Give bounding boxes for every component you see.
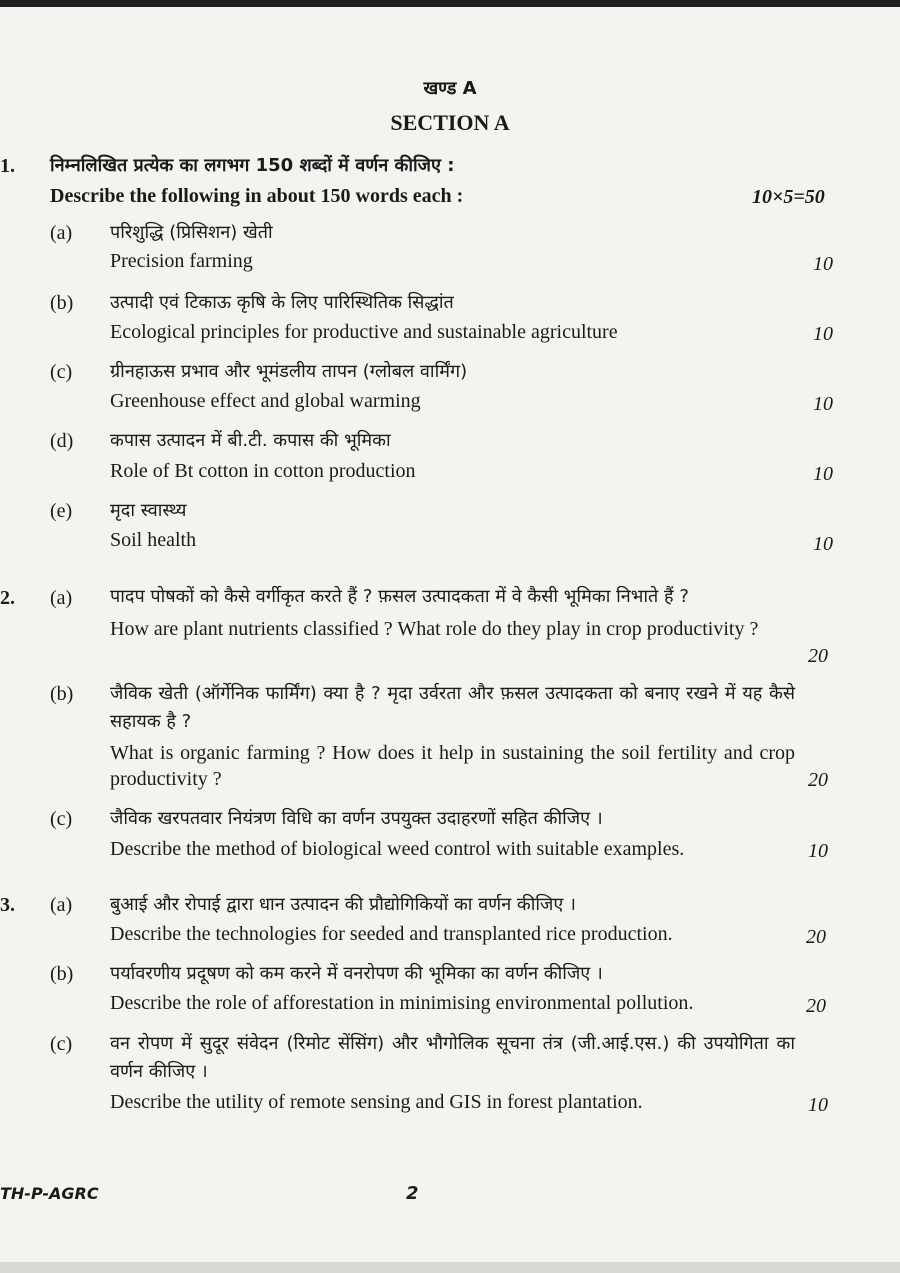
q1b-marks: 10 xyxy=(813,323,833,345)
question-number-3: 3. xyxy=(0,894,15,916)
page-number: 2 xyxy=(406,1183,419,1204)
q2c-english: Describe the method of biological weed control with suitable examples. xyxy=(110,838,685,860)
q3a-label: (a) xyxy=(50,894,73,916)
q1a-label: (a) xyxy=(50,222,73,244)
q1e-label: (e) xyxy=(50,500,73,522)
q2c-label: (c) xyxy=(50,808,73,830)
section-heading: SECTION A xyxy=(390,110,510,135)
q1b-label: (b) xyxy=(50,292,74,314)
q2a-marks: 20 xyxy=(808,645,828,667)
q2a-label: (a) xyxy=(50,587,73,609)
question-number-1: 1. xyxy=(0,155,15,177)
q1d-english: Role of Bt cotton in cotton production xyxy=(110,460,416,482)
q3c-english: Describe the utility of remote sensing and GIS in forest plantation. xyxy=(110,1091,643,1113)
section-heading-hindi: खण्ड A xyxy=(423,78,477,99)
question-number-2: 2. xyxy=(0,587,15,609)
scan-bottom-edge xyxy=(0,1262,900,1273)
q3b-marks: 20 xyxy=(806,995,826,1017)
q3a-marks: 20 xyxy=(806,926,826,948)
q2a-english: How are plant nutrients classified ? What role do they play in crop productivity ? xyxy=(110,618,759,640)
paper-code: TH-P-AGRC xyxy=(0,1184,99,1203)
q3a-english: Describe the technologies for seeded and transplanted rice production. xyxy=(110,923,673,945)
q1c-label: (c) xyxy=(50,361,73,383)
q1e-hindi: मृदा स्वास्थ्य xyxy=(110,500,187,521)
q2c-marks: 10 xyxy=(808,840,828,862)
q1c-english: Greenhouse effect and global warming xyxy=(110,390,421,412)
q2a-hindi: पादप पोषकों को कैसे वर्गीकृत करते हैं ? फ़सल उत्पादकता में वे कैसी भूमिका निभाते हैं ? xyxy=(110,586,689,607)
q1a-english: Precision farming xyxy=(110,250,253,272)
q2b-label: (b) xyxy=(50,683,74,705)
q3b-label: (b) xyxy=(50,963,74,985)
q3b-hindi: पर्यावरणीय प्रदूषण को कम करने में वनरोपण की भूमिका का वर्णन कीजिए । xyxy=(110,963,603,984)
q1d-label: (d) xyxy=(50,430,74,452)
q1b-english: Ecological principles for productive and sustainable agriculture xyxy=(110,321,618,343)
q1e-marks: 10 xyxy=(813,533,833,555)
q3a-hindi: बुआई और रोपाई द्वारा धान उत्पादन की प्रौद्योगिकियों का वर्णन कीजिए । xyxy=(110,894,576,915)
q1c-hindi: ग्रीनहाऊस प्रभाव और भूमंडलीय तापन (ग्लोबल वार्मिंग) xyxy=(110,361,468,382)
q3b-english: Describe the role of afforestation in minimising environmental pollution. xyxy=(110,992,694,1014)
q2b-hindi: जैविक खेती (ऑर्गेनिक फार्मिंग) क्या है ? मृदा उर्वरता और फ़सल उत्पादकता को बनाए रखने में यह कैसे सहायक है ? xyxy=(110,683,795,732)
q3c-label: (c) xyxy=(50,1033,73,1055)
q2b-english: What is organic farming ? How does it help in sustaining the soil fertility and crop productivity ? xyxy=(110,742,795,790)
q1-instruction: Describe the following in about 150 words each : xyxy=(50,185,464,207)
q1c-marks: 10 xyxy=(813,393,833,415)
q1d-marks: 10 xyxy=(813,463,833,485)
q3c-hindi: वन रोपण में सुदूर संवेदन (रिमोट सेंसिंग) और भौगोलिक सूचना तंत्र (जी.आई.एस.) की उपयोगिता का वर्णन कीजिए । xyxy=(110,1033,795,1082)
q1a-marks: 10 xyxy=(813,253,833,275)
q1-instruction-hindi: निम्नलिखित प्रत्येक का लगभग 150 शब्दों में वर्णन कीजिए : xyxy=(50,155,455,176)
q2b-marks: 20 xyxy=(808,769,828,791)
q3c-marks: 10 xyxy=(808,1094,828,1116)
scan-top-edge xyxy=(0,0,900,7)
q2c-hindi: जैविक खरपतवार नियंत्रण विधि का वर्णन उपयुक्त उदाहरणों सहित कीजिए । xyxy=(110,808,603,829)
q1a-hindi: परिशुद्धि (प्रिसिशन) खेती xyxy=(110,222,273,243)
q1b-hindi: उत्पादी एवं टिकाऊ कृषि के लिए पारिस्थितिक सिद्धांत xyxy=(110,292,454,313)
q1-total-marks: 10×5=50 xyxy=(752,186,825,208)
q1e-english: Soil health xyxy=(110,529,197,551)
q1d-hindi: कपास उत्पादन में बी.टी. कपास की भूमिका xyxy=(110,430,391,451)
